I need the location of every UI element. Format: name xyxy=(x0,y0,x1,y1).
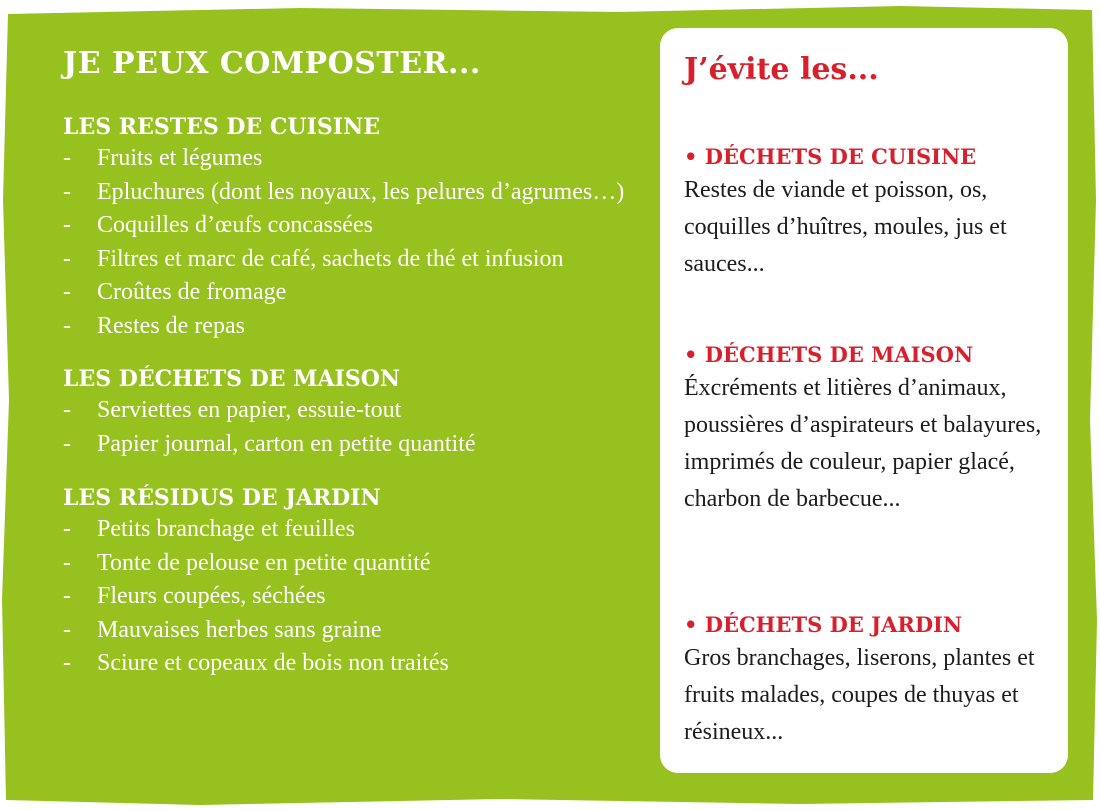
avoid-block-house xyxy=(684,340,1054,518)
list-item: - Croûtes de fromage xyxy=(63,279,287,305)
avoid-heading-house: • DÉCHETS DE MAISON xyxy=(684,342,974,367)
section-title-kitchen: LES RESTES DE CUISINE xyxy=(63,114,380,140)
list-item: - Epluchures (dont les noyaux, les pelures d’agrumes…) xyxy=(63,178,625,205)
section-title-house: LES DÉCHETS DE MAISON xyxy=(63,366,400,392)
list-item: - Papier journal, carton en petite quantité xyxy=(63,430,476,457)
list-item: - Restes de repas xyxy=(63,312,245,339)
list-item: - Tonte de pelouse en petite quantité xyxy=(63,549,431,576)
house-list xyxy=(63,394,653,461)
list-item: - Sciure et copeaux de bois non traités xyxy=(63,650,449,676)
avoid-heading-kitchen: • DÉCHETS DE CUISINE xyxy=(684,144,977,169)
avoid-content xyxy=(684,50,1054,745)
section-kitchen xyxy=(63,112,653,343)
avoid-text-house: Éxcréments et litières d’animaux, poussières d’aspirateurs et balayures, imprimés de couleur, papier glacé, charbon de barbecue... xyxy=(684,375,1042,512)
avoid-title: J’évite les... xyxy=(684,52,879,87)
kitchen-list xyxy=(63,142,653,343)
list-item: - Filtres et marc de café, sachets de thé et infusion xyxy=(63,245,564,272)
compostable-title: JE PEUX COMPOSTER... xyxy=(63,46,481,81)
avoid-block-garden xyxy=(684,610,1054,751)
list-item: - Fruits et légumes xyxy=(63,145,263,171)
avoid-heading-garden: • DÉCHETS DE JARDIN xyxy=(684,612,963,637)
garden-list xyxy=(63,513,653,681)
list-item: - Fleurs coupées, séchées xyxy=(63,583,326,609)
avoid-text-kitchen: Restes de viande et poisson, os, coquilles d’huîtres, moules, jus et sauces... xyxy=(684,177,1007,277)
section-house xyxy=(63,364,653,461)
list-item: - Coquilles d’œufs concassées xyxy=(63,212,373,238)
compostable-column xyxy=(63,46,653,703)
avoid-panel xyxy=(660,28,1068,773)
avoid-text-garden: Gros branchages, liserons, plantes et fruits malades, coupes de thuyas et résineux... xyxy=(684,645,1035,745)
section-title-garden: LES RÉSIDUS DE JARDIN xyxy=(63,485,381,511)
section-garden xyxy=(63,483,653,681)
avoid-block-kitchen xyxy=(684,142,1054,283)
list-item: - Mauvaises herbes sans graine xyxy=(63,616,382,643)
list-item: - Petits branchage et feuilles xyxy=(63,516,355,542)
list-item: - Serviettes en papier, essuie-tout xyxy=(63,397,402,423)
